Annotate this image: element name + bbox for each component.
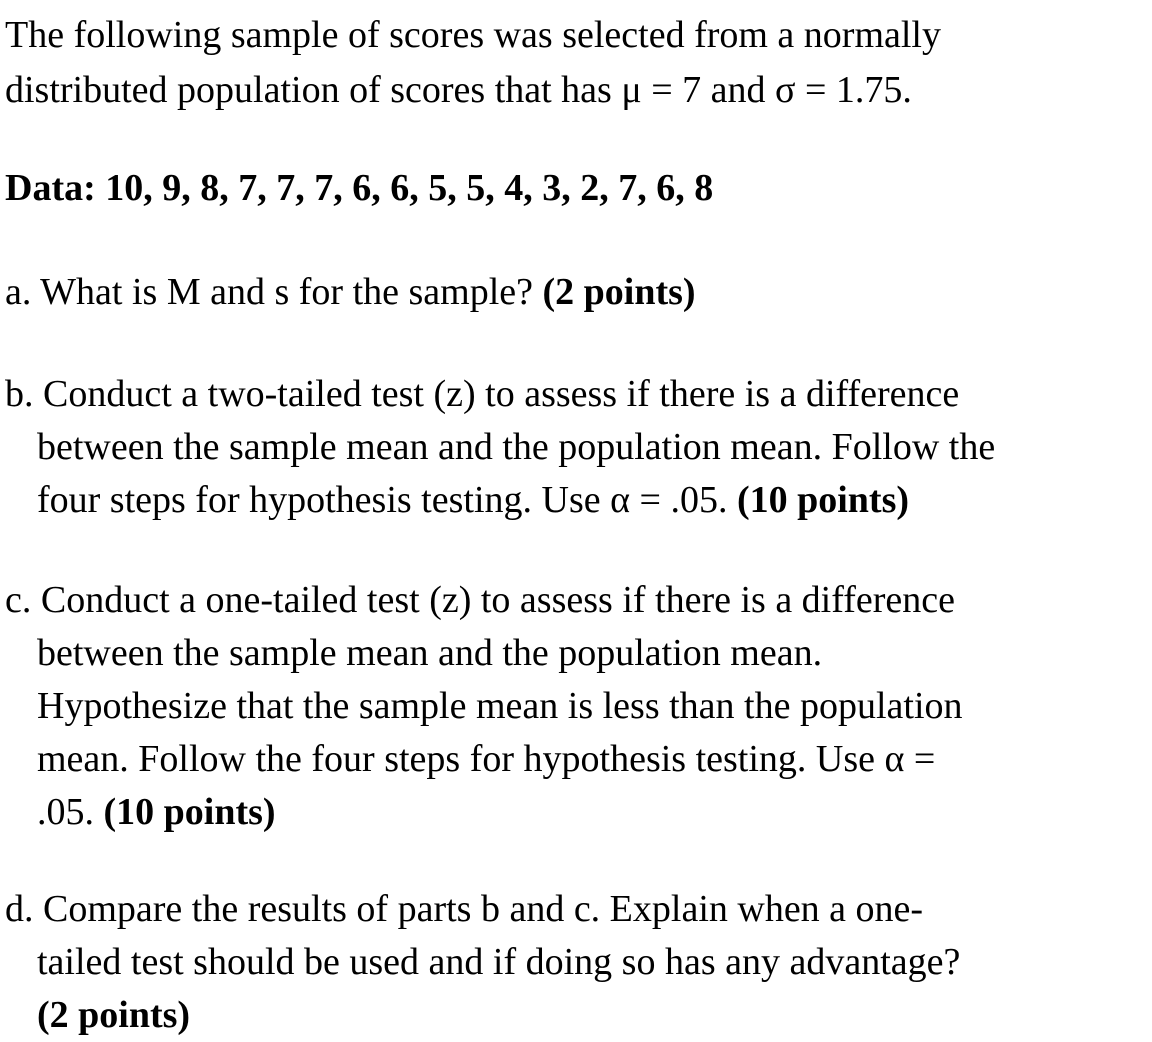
question-d-line-1: d. Compare the results of parts b and c. Explain when a one- <box>5 888 924 930</box>
question-d-points: (2 points) <box>37 994 191 1036</box>
question-c-line-2: between the sample mean and the population mean. <box>37 632 823 674</box>
question-c-line-3: Hypothesize that the sample mean is less than the population <box>37 685 963 727</box>
question-b-points: (10 points) <box>736 479 910 521</box>
question-c-line-5 <box>5 786 1150 839</box>
question-b-line-3 <box>5 474 1150 527</box>
question-b <box>5 368 1150 527</box>
intro-line-2: distributed population of scores that has μ = 7 and σ = 1.75. <box>5 69 912 111</box>
intro-line-1: The following sample of scores was selected from a normally <box>5 14 941 56</box>
question-c-line-1: c. Conduct a one-tailed test (z) to assess if there is a difference <box>5 579 955 621</box>
question-a <box>5 266 1150 319</box>
question-c-line-4: mean. Follow the four steps for hypothesis testing. Use α = <box>37 738 936 780</box>
data-line: Data: 10, 9, 8, 7, 7, 7, 6, 6, 5, 5, 4, 3, 2, 7, 6, 8 <box>5 167 714 209</box>
question-b-line-2: between the sample mean and the population mean. Follow the <box>37 426 996 468</box>
question-d <box>5 883 1150 1042</box>
question-c-line-5-text: .05. <box>37 791 104 833</box>
question-c <box>5 574 1150 839</box>
question-a-text: a. What is M and s for the sample? <box>5 271 543 313</box>
question-a-line-1 <box>5 266 1150 319</box>
question-c-points: (10 points) <box>103 791 276 833</box>
question-b-line-1: b. Conduct a two-tailed test (z) to assess if there is a difference <box>5 373 960 415</box>
question-b-line-3-text: four steps for hypothesis testing. Use α = .05. <box>37 479 737 521</box>
problem-intro <box>5 8 1150 118</box>
question-d-line-2: tailed test should be used and if doing so has any advantage? <box>37 941 961 983</box>
question-a-points: (2 points) <box>542 271 696 313</box>
